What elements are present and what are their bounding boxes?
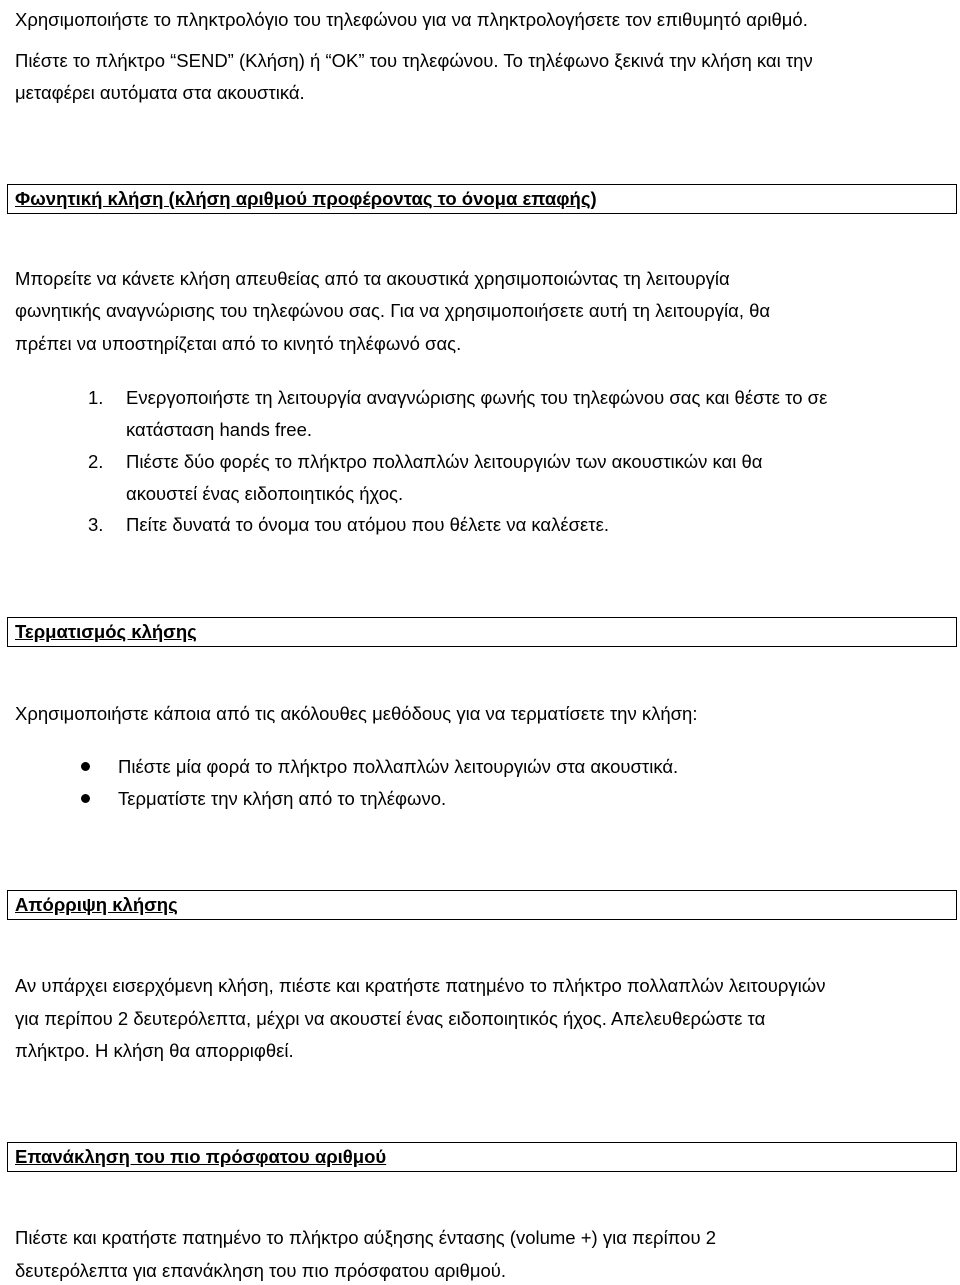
step-1-line-1: Ενεργοποιήστε τη λειτουργία αναγνώρισης φωνής του τηλεφώνου σας και θέστε το σε xyxy=(126,387,828,408)
reject-call-para-line-2: για περίπου 2 δευτερόλεπτα, μέχρι να ακουστεί ένας ειδοποιητικός ήχος. Απελευθερώστε τα xyxy=(15,1008,766,1029)
end-call-bullet-1: Πιέστε μία φορά το πλήκτρο πολλαπλών λειτουργιών στα ακουστικά. xyxy=(118,756,679,777)
voice-call-para-line-1: Μπορείτε να κάνετε κλήση απευθείας από τα ακουστικά χρησιμοποιώντας τη λειτουργία xyxy=(15,268,730,289)
bullet-dot-1 xyxy=(81,762,90,771)
step-number-2: 2. xyxy=(88,451,104,472)
reject-call-para-line-3: πλήκτρο. Η κλήση θα απορριφθεί. xyxy=(15,1040,294,1061)
redial-para-line-1: Πιέστε και κρατήστε πατημένο το πλήκτρο αύξησης έντασης (volume +) για περίπου 2 xyxy=(15,1227,717,1248)
end-call-bullet-2: Τερματίστε την κλήση από το τηλέφωνο. xyxy=(118,788,447,809)
intro-line-3: μεταφέρει αυτόματα στα ακουστικά. xyxy=(15,82,305,103)
end-call-heading-box xyxy=(7,617,957,647)
step-3-line-1: Πείτε δυνατά το όνομα του ατόμου που θέλετε να καλέσετε. xyxy=(126,514,609,535)
step-number-3: 3. xyxy=(88,514,104,535)
step-number-1: 1. xyxy=(88,387,104,408)
reject-call-heading-box xyxy=(7,890,957,920)
voice-call-heading-box xyxy=(7,184,957,214)
redial-para-line-2: δευτερόλεπτα για επανάκληση του πιο πρόσφατου αριθμού. xyxy=(15,1260,507,1281)
redial-heading: Επανάκληση του πιο πρόσφατου αριθμού xyxy=(15,1146,387,1167)
reject-call-para-line-1: Αν υπάρχει εισερχόμενη κλήση, πιέστε και κρατήστε πατημένο το πλήκτρο πολλαπλών λειτουργιών xyxy=(15,975,826,996)
intro-line-2: Πιέστε το πλήκτρο “SEND” (Κλήση) ή “OK” του τηλεφώνου. Το τηλέφωνο ξεκινά την κλήση και την xyxy=(15,50,813,71)
step-2-line-2: ακουστεί ένας ειδοποιητικός ήχος. xyxy=(126,483,404,504)
voice-call-para-line-2: φωνητικής αναγνώρισης του τηλεφώνου σας. Για να χρησιμοποιήσετε αυτή τη λειτουργία, θα xyxy=(15,300,771,321)
end-call-para: Χρησιμοποιήστε κάποια από τις ακόλουθες μεθόδους για να τερματίσετε την κλήση: xyxy=(15,703,698,724)
bullet-dot-2 xyxy=(81,794,90,803)
reject-call-heading: Απόρριψη κλήσης xyxy=(15,894,178,915)
voice-call-heading: Φωνητική κλήση (κλήση αριθμού προφέροντας το όνομα επαφής) xyxy=(15,188,597,209)
end-call-heading: Τερματισμός κλήσης xyxy=(15,621,197,642)
step-1-line-2: κατάσταση hands free. xyxy=(126,419,313,440)
intro-line-1: Χρησιμοποιήστε το πληκτρολόγιο του τηλεφώνου για να πληκτρολογήσετε τον επιθυμητό αριθμό. xyxy=(15,9,808,30)
step-2-line-1: Πιέστε δύο φορές το πλήκτρο πολλαπλών λειτουργιών των ακουστικών και θα xyxy=(126,451,763,472)
redial-heading-box xyxy=(7,1142,957,1172)
voice-call-para-line-3: πρέπει να υποστηρίζεται από το κινητό τηλέφωνό σας. xyxy=(15,333,462,354)
